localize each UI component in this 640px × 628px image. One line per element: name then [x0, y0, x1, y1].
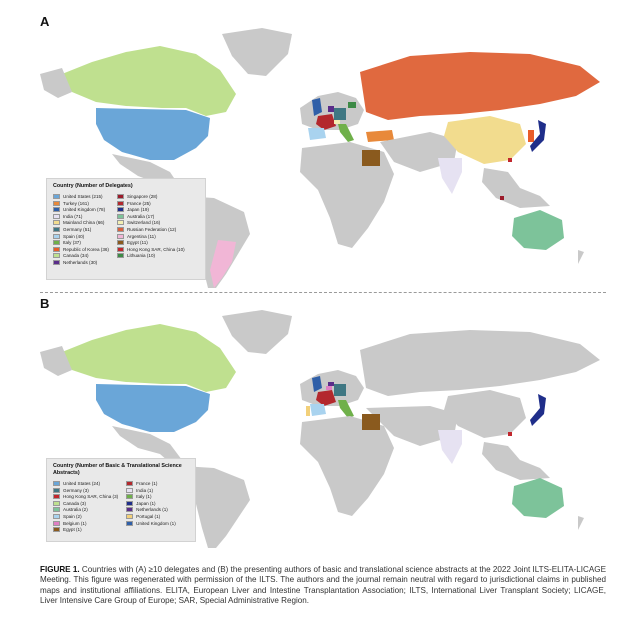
canada-shape	[62, 46, 236, 116]
legend-swatch	[53, 234, 60, 239]
russia-shape	[360, 52, 600, 120]
legend-label: United States (24)	[63, 481, 101, 487]
china-shape	[444, 116, 526, 164]
india-shape	[438, 430, 462, 464]
legend-label: Hong Kong SAR, China (10)	[126, 246, 185, 252]
legend-label: United States (215)	[63, 194, 103, 200]
legend-item	[117, 247, 185, 252]
legend-label: Canada (3)	[63, 500, 86, 506]
legend-swatch	[126, 481, 133, 486]
legend-label: Japan (1)	[136, 500, 156, 506]
legend-a	[46, 178, 206, 280]
legend-item	[126, 488, 176, 493]
legend-item	[126, 494, 176, 499]
panel-b-letter: B	[40, 296, 50, 311]
legend-item	[126, 481, 176, 486]
legend-item	[53, 494, 118, 499]
legend-item	[53, 247, 109, 252]
australia-shape	[512, 210, 564, 250]
egypt-shape	[362, 150, 380, 166]
legend-swatch	[126, 514, 133, 519]
legend-item	[126, 514, 176, 519]
netherlands-shape	[328, 106, 334, 112]
hong-kong-shape	[508, 158, 512, 162]
legend-item	[117, 234, 185, 239]
legend-b-col2	[126, 481, 176, 532]
legend-swatch	[117, 247, 124, 252]
legend-item	[117, 207, 185, 212]
legend-label: Lithuania (10)	[126, 253, 156, 259]
legend-label: India (1)	[136, 487, 154, 493]
legend-swatch	[117, 220, 124, 225]
legend-label: Mainland China (66)	[63, 220, 105, 226]
germany-shape	[334, 108, 346, 120]
singapore-shape	[500, 196, 504, 200]
legend-label: Switzerland (16)	[126, 220, 161, 226]
legend-swatch	[53, 481, 60, 486]
legend-item	[53, 514, 118, 519]
legend-label: Germany (3)	[63, 487, 89, 493]
legend-item	[53, 481, 118, 486]
legend-swatch	[117, 201, 124, 206]
legend-item	[126, 501, 176, 506]
legend-item	[53, 220, 109, 225]
legend-item	[53, 501, 118, 506]
legend-item	[53, 253, 109, 258]
legend-item	[53, 234, 109, 239]
africa-shape	[300, 416, 394, 516]
legend-label: Netherlands (30)	[63, 259, 98, 265]
legend-item	[53, 227, 109, 232]
legend-item	[53, 214, 109, 219]
legend-swatch	[53, 488, 60, 493]
legend-swatch	[126, 501, 133, 506]
legend-swatch	[117, 240, 124, 245]
legend-item	[117, 201, 185, 206]
netherlands-shape	[328, 382, 334, 386]
legend-label: United Kingdom (1)	[136, 520, 176, 526]
legend-swatch	[53, 227, 60, 232]
caption-text: Countries with (A) ≥10 delegates and (B) the presenting authors of basic and translational science abstracts at the 2022 Joint ILTS-ELITA-LICAGE Meeting. This figure was regenerated with permission of the ILTS. The authors and the journal remain neutral with regard to jurisdictional claims in published maps and institutional affiliations. ELITA, European Liver and Intestine Transplantation Association; ILTS, International Liver Transplant Society; LICAGE, Liver Intensive Care Group of Europe; SAR, Special Administrative Region.	[40, 565, 606, 605]
switzerland-shape	[334, 120, 340, 124]
new-zealand-shape	[578, 516, 584, 530]
legend-label: Russian Federation (12)	[126, 226, 177, 232]
canada-shape	[62, 324, 236, 392]
legend-item	[117, 240, 185, 245]
egypt-shape	[362, 414, 380, 430]
legend-swatch	[53, 494, 60, 499]
germany-shape	[334, 384, 346, 396]
lithuania-shape	[348, 102, 356, 108]
legend-swatch	[126, 521, 133, 526]
caption-label: FIGURE 1.	[40, 565, 80, 574]
legend-a-col2	[117, 194, 185, 265]
legend-swatch	[53, 194, 60, 199]
legend-swatch	[117, 234, 124, 239]
legend-swatch	[53, 240, 60, 245]
legend-label: Turkey (161)	[63, 200, 89, 206]
legend-swatch	[117, 207, 124, 212]
legend-b-col1	[53, 481, 118, 532]
legend-swatch	[53, 527, 60, 532]
legend-swatch	[53, 253, 60, 258]
legend-b	[46, 458, 196, 542]
legend-label: Belgium (1)	[63, 520, 87, 526]
legend-swatch	[53, 514, 60, 519]
spain-shape	[310, 404, 326, 416]
japan-shape	[530, 394, 546, 426]
legend-label: Hong Kong SAR, China (3)	[63, 494, 119, 500]
legend-b-title: Country (Number of Basic & Translational Science Abstracts)	[53, 463, 182, 477]
legend-label: Netherlands (1)	[136, 507, 168, 513]
belgium-shape	[326, 386, 332, 390]
legend-label: Argentina (11)	[126, 233, 156, 239]
legend-label: Italy (37)	[63, 240, 81, 246]
legend-swatch	[53, 201, 60, 206]
italy-shape	[338, 124, 354, 142]
legend-label: Canada (34)	[63, 253, 89, 259]
legend-swatch	[53, 260, 60, 265]
legend-item	[53, 488, 118, 493]
legend-item	[53, 194, 109, 199]
legend-swatch	[53, 207, 60, 212]
legend-swatch	[117, 227, 124, 232]
legend-item	[117, 220, 185, 225]
legend-swatch	[126, 488, 133, 493]
legend-item	[53, 260, 109, 265]
greenland-shape	[222, 310, 292, 354]
legend-label: France (25)	[126, 200, 151, 206]
korea-shape	[528, 130, 534, 142]
legend-swatch	[53, 521, 60, 526]
legend-a-title: Country (Number of Delegates)	[53, 183, 133, 189]
italy-shape	[338, 400, 354, 418]
legend-label: Republic of Korea (36)	[63, 246, 109, 252]
legend-label: India (71)	[63, 213, 83, 219]
spain-shape	[308, 128, 326, 140]
legend-swatch	[117, 194, 124, 199]
legend-item	[117, 227, 185, 232]
legend-label: Singapore (28)	[126, 194, 158, 200]
legend-label: Egypt (11)	[126, 240, 148, 246]
legend-item	[126, 507, 176, 512]
panel-a-letter: A	[40, 14, 50, 29]
legend-item	[117, 194, 185, 199]
legend-item	[117, 253, 185, 258]
usa-shape	[96, 108, 210, 160]
legend-item	[53, 507, 118, 512]
panel-divider	[40, 292, 606, 293]
legend-swatch	[126, 507, 133, 512]
legend-label: Portugal (1)	[136, 514, 161, 519]
new-zealand-shape	[578, 250, 584, 264]
legend-item	[53, 201, 109, 206]
legend-swatch	[53, 220, 60, 225]
legend-label: Spain (2)	[63, 514, 82, 519]
legend-label: Australia (2)	[63, 507, 88, 513]
legend-swatch	[53, 247, 60, 252]
legend-swatch	[117, 214, 124, 219]
legend-item	[53, 527, 118, 532]
hong-kong-shape	[508, 432, 512, 436]
legend-swatch	[53, 507, 60, 512]
legend-label: Australia (17)	[126, 213, 155, 219]
legend-label: Spain (40)	[63, 233, 85, 239]
greenland-shape	[222, 28, 292, 76]
legend-swatch	[53, 214, 60, 219]
legend-label: Egypt (1)	[63, 527, 82, 533]
russia-shape	[360, 330, 600, 396]
legend-item	[53, 521, 118, 526]
australia-shape	[512, 478, 564, 518]
usa-shape	[96, 384, 210, 432]
legend-item	[117, 214, 185, 219]
legend-item	[53, 240, 109, 245]
figure-caption	[40, 565, 606, 606]
legend-label: France (1)	[136, 481, 158, 487]
india-shape	[438, 158, 462, 194]
southeast-asia-shape	[482, 442, 550, 480]
legend-swatch	[126, 494, 133, 499]
legend-swatch	[53, 501, 60, 506]
legend-label: United Kingdom (78)	[63, 207, 106, 213]
legend-swatch	[117, 253, 124, 258]
southeast-asia-shape	[482, 168, 550, 208]
legend-label: Japan (19)	[126, 207, 149, 213]
legend-label: Italy (1)	[136, 494, 152, 500]
legend-a-col1	[53, 194, 109, 265]
legend-label: Germany (51)	[63, 226, 92, 232]
portugal-shape	[306, 406, 310, 416]
legend-item	[53, 207, 109, 212]
legend-item	[126, 521, 176, 526]
